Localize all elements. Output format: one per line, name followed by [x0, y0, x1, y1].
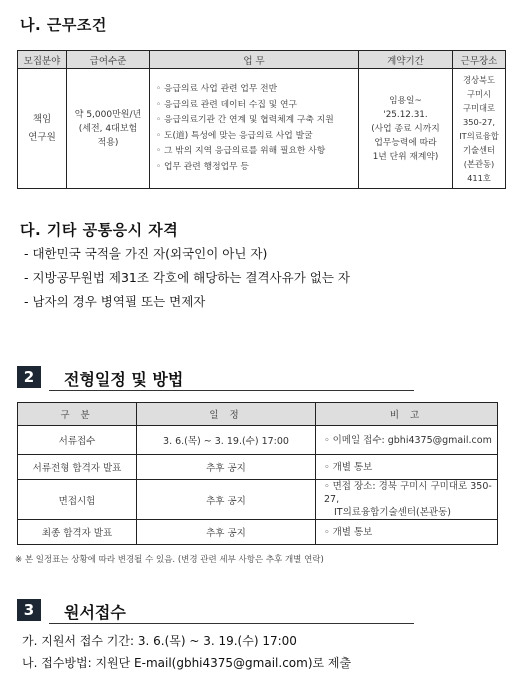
note-line: IT의료융합기술센터(본관동): [334, 507, 451, 518]
table-row: [18, 455, 498, 480]
qualification-item: - 남자의 경우 병역필 또는 면제자: [24, 294, 206, 309]
category-cell: 면접시험: [18, 480, 137, 520]
duty-item: ◦ 업무 관련 행정업무 등: [156, 161, 249, 172]
place-line: 350-27,: [462, 116, 496, 127]
duty-item: ◦ 응급의료 관련 데이터 수집 및 연구: [156, 99, 297, 110]
work-conditions-table: [17, 50, 506, 189]
schedule-table: [17, 402, 498, 545]
contract-line: 업무능력에 따라: [374, 137, 437, 148]
header-salary: 급여수준: [67, 51, 150, 69]
duty-item: ◦ 응급의료기관 간 연계 및 협력체계 구축 지원: [156, 115, 334, 125]
schedule-footnote: ※ 본 일정표는 상황에 따라 변경될 수 있음. (변경 관련 세부 사항은 추후 개별 연락): [15, 555, 324, 565]
table-row: [18, 480, 498, 520]
contract-line: 1년 단위 재계약): [372, 151, 439, 162]
place-line: 구미대로: [462, 102, 496, 113]
contract-line: '25.12.31.: [383, 109, 428, 120]
section-3-title: 원서접수: [64, 603, 126, 622]
salary-cell: [67, 69, 150, 189]
contract-line: 임용일~: [389, 95, 422, 106]
duties-cell: [150, 69, 359, 189]
header-duties: 업 무: [150, 51, 359, 69]
qualification-item: - 대한민국 국적을 가진 자(외국인이 아닌 자): [24, 246, 268, 261]
place-line: IT의료융합: [459, 130, 499, 141]
field-line: 책임: [32, 113, 52, 125]
header-contract: 계약기간: [359, 51, 453, 69]
field-line: 연구원: [28, 131, 56, 143]
application-method: 나. 접수방법: 지원단 E-mail(gbhi4375@gmail.com)로 제출: [22, 656, 352, 670]
salary-line: 적용): [97, 137, 119, 148]
note-cell: [316, 426, 498, 455]
place-line: 411호: [467, 172, 491, 183]
duty-item: ◦ 그 밖의 지역 응급의료를 위해 필요한 사항: [156, 146, 326, 156]
place-line: 구미시: [466, 88, 492, 99]
section-da-title: 다. 기타 공통응시 자격: [20, 221, 179, 239]
header-note: 비 고: [316, 403, 498, 426]
table-row: [18, 69, 506, 189]
place-line: (본관동): [463, 158, 495, 169]
schedule-cell: 3. 6.(목) ~ 3. 19.(수) 17:00: [137, 426, 316, 455]
table-header-row: [18, 403, 498, 426]
field-cell: [18, 69, 67, 189]
contract-cell: [359, 69, 453, 189]
note-cell: [316, 480, 498, 520]
category-cell: 최종 합격자 발표: [18, 520, 137, 545]
table-header-row: [18, 51, 506, 69]
note-line: ◦ 면접 장소: 경북 구미시 구미대로 350-27,: [324, 481, 492, 505]
duty-item: ◦ 응급의료 사업 관련 업무 전반: [156, 84, 278, 94]
schedule-cell: 추후 공지: [137, 455, 316, 480]
section-2-number: 2: [17, 366, 41, 388]
note-line: ◦ 이메일 접수: gbhi4375@gmail.com: [324, 434, 492, 446]
category-cell: 서류전형 합격자 발표: [18, 455, 137, 480]
schedule-cell: 추후 공지: [137, 520, 316, 545]
section-3-underline: [49, 623, 414, 624]
header-field: 모집분야: [18, 51, 67, 69]
note-cell: [316, 520, 498, 545]
contract-line: (사업 종료 시까지: [371, 123, 440, 134]
category-cell: 서류접수: [18, 426, 137, 455]
note-line: ◦ 개별 통보: [324, 526, 373, 538]
duty-item: ◦ 도(道) 특성에 맞는 응급의료 사업 발굴: [156, 130, 313, 141]
note-line: ◦ 개별 통보: [324, 461, 373, 473]
note-cell: [316, 455, 498, 480]
section-2-underline: [49, 390, 414, 391]
schedule-cell: 추후 공지: [137, 480, 316, 520]
qualification-item: - 지방공무원법 제31조 각호에 해당하는 결격사유가 없는 자: [24, 270, 350, 285]
header-place: 근무장소: [453, 51, 506, 69]
salary-line: 약 5,000만원/년: [74, 109, 142, 120]
salary-line: (세전, 4대보험: [78, 123, 138, 134]
header-category: 구 분: [18, 403, 137, 426]
place-cell: [453, 69, 506, 189]
section-3-number: 3: [17, 599, 41, 621]
section-na-title: 나. 근무조건: [20, 16, 107, 34]
place-line: 기술센터: [462, 144, 496, 155]
place-line: 경상북도: [462, 74, 496, 85]
section-2-title: 전형일정 및 방법: [64, 370, 184, 389]
table-row: [18, 426, 498, 455]
table-row: [18, 520, 498, 545]
application-period: 가. 지원서 접수 기간: 3. 6.(목) ~ 3. 19.(수) 17:00: [22, 634, 297, 648]
header-schedule: 일 정: [137, 403, 316, 426]
